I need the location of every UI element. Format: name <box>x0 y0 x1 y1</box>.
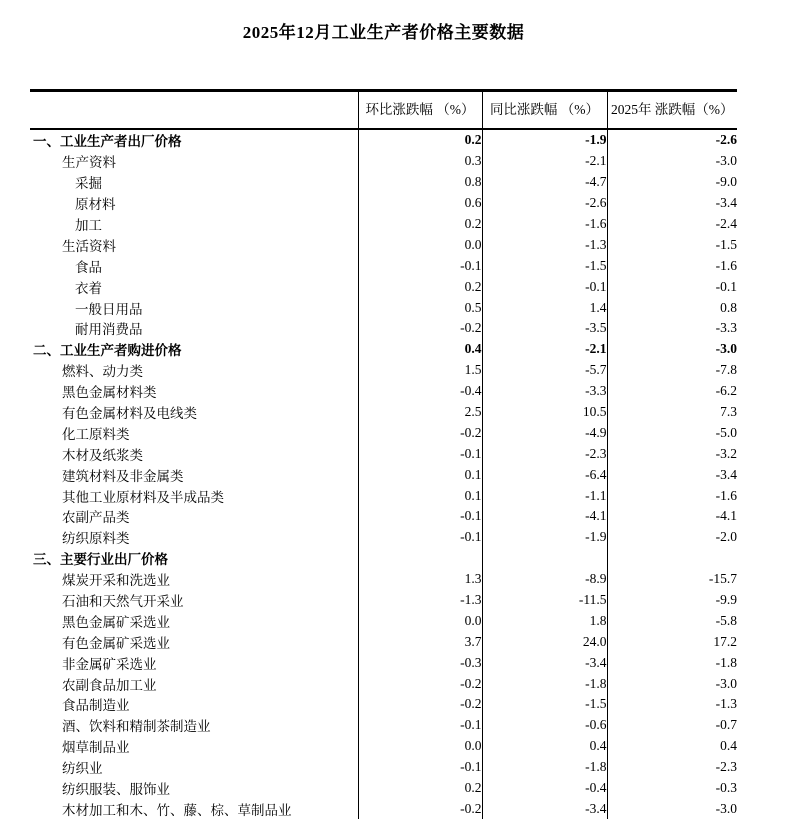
row-label: 三、主要行业出厂价格 <box>30 548 358 569</box>
yoy-value: -2.6 <box>482 193 607 214</box>
row-label: 纺织原料类 <box>30 527 358 548</box>
mom-value <box>358 548 482 569</box>
yoy-value: -1.3 <box>482 234 607 255</box>
table-header <box>30 91 737 130</box>
mom-value: 0.8 <box>358 172 482 193</box>
ytd-value: 7.3 <box>607 402 737 423</box>
ytd-value: -5.8 <box>607 610 737 631</box>
mom-value: -0.2 <box>358 673 482 694</box>
ytd-value: -3.0 <box>607 673 737 694</box>
mom-value: 0.3 <box>358 151 482 172</box>
yoy-value: -8.9 <box>482 569 607 590</box>
table-row <box>30 443 737 464</box>
yoy-value: -6.4 <box>482 464 607 485</box>
yoy-value: -5.7 <box>482 360 607 381</box>
ytd-value: -6.2 <box>607 381 737 402</box>
yoy-value: -4.7 <box>482 172 607 193</box>
col-header-yoy: 同比涨跌幅 （%） <box>482 91 607 130</box>
row-label: 木材加工和木、竹、藤、棕、草制品业 <box>30 799 358 819</box>
mom-value: 0.4 <box>358 339 482 360</box>
mom-value: 1.5 <box>358 360 482 381</box>
table-row <box>30 339 737 360</box>
mom-value: -0.1 <box>358 715 482 736</box>
mom-value: -0.1 <box>358 255 482 276</box>
yoy-value: -1.5 <box>482 694 607 715</box>
yoy-value: -0.6 <box>482 715 607 736</box>
table-row <box>30 757 737 778</box>
table-row <box>30 129 737 151</box>
yoy-value: -2.1 <box>482 151 607 172</box>
mom-value: 0.2 <box>358 129 482 151</box>
row-label: 衣着 <box>30 276 358 297</box>
ytd-value: -0.3 <box>607 778 737 799</box>
ytd-value: -0.7 <box>607 715 737 736</box>
yoy-value: -1.9 <box>482 527 607 548</box>
yoy-value: 1.8 <box>482 610 607 631</box>
mom-value: 0.0 <box>358 234 482 255</box>
ytd-value: -15.7 <box>607 569 737 590</box>
table-row <box>30 527 737 548</box>
ytd-value: 0.4 <box>607 736 737 757</box>
ytd-value: 17.2 <box>607 631 737 652</box>
yoy-value: -2.1 <box>482 339 607 360</box>
mom-value: 0.2 <box>358 214 482 235</box>
table-row <box>30 193 737 214</box>
price-data-table <box>30 89 737 819</box>
table-row <box>30 694 737 715</box>
row-label: 原材料 <box>30 193 358 214</box>
yoy-value: -1.8 <box>482 673 607 694</box>
mom-value: -0.2 <box>358 318 482 339</box>
row-label: 耐用消费品 <box>30 318 358 339</box>
row-label: 生活资料 <box>30 234 358 255</box>
data-table <box>30 89 737 819</box>
row-label: 酒、饮料和精制茶制造业 <box>30 715 358 736</box>
yoy-value: -3.4 <box>482 652 607 673</box>
row-label: 采掘 <box>30 172 358 193</box>
table-row <box>30 673 737 694</box>
ytd-value: -1.5 <box>607 234 737 255</box>
table-row <box>30 631 737 652</box>
yoy-value: -3.3 <box>482 381 607 402</box>
table-row <box>30 652 737 673</box>
page-title: 2025年12月工业生产者价格主要数据 <box>30 18 737 43</box>
mom-value: -0.1 <box>358 506 482 527</box>
table-row <box>30 485 737 506</box>
table-row <box>30 172 737 193</box>
mom-value: -1.3 <box>358 590 482 611</box>
yoy-value: -3.5 <box>482 318 607 339</box>
ytd-value: -5.0 <box>607 422 737 443</box>
ytd-value: -2.6 <box>607 129 737 151</box>
mom-value: -0.2 <box>358 694 482 715</box>
col-header-category <box>30 91 358 130</box>
ytd-value: 0.8 <box>607 297 737 318</box>
ytd-value: -1.8 <box>607 652 737 673</box>
table-row <box>30 214 737 235</box>
yoy-value: -1.5 <box>482 255 607 276</box>
mom-value: 0.2 <box>358 276 482 297</box>
ytd-value: -9.0 <box>607 172 737 193</box>
row-label: 化工原料类 <box>30 422 358 443</box>
table-row <box>30 255 737 276</box>
ytd-value: -1.6 <box>607 255 737 276</box>
yoy-value: -3.4 <box>482 799 607 819</box>
ytd-value: -1.3 <box>607 694 737 715</box>
table-row <box>30 381 737 402</box>
row-label: 二、工业生产者购进价格 <box>30 339 358 360</box>
yoy-value: -2.3 <box>482 443 607 464</box>
table-row <box>30 736 737 757</box>
mom-value: 0.0 <box>358 736 482 757</box>
yoy-value: -4.1 <box>482 506 607 527</box>
table-row <box>30 610 737 631</box>
row-label: 食品制造业 <box>30 694 358 715</box>
row-label: 一般日用品 <box>30 297 358 318</box>
row-label: 黑色金属矿采选业 <box>30 610 358 631</box>
yoy-value: 24.0 <box>482 631 607 652</box>
mom-value: 0.5 <box>358 297 482 318</box>
yoy-value: 10.5 <box>482 402 607 423</box>
row-label: 一、工业生产者出厂价格 <box>30 129 358 151</box>
row-label: 烟草制品业 <box>30 736 358 757</box>
ytd-value: -3.3 <box>607 318 737 339</box>
yoy-value: 1.4 <box>482 297 607 318</box>
mom-value: -0.1 <box>358 443 482 464</box>
row-label: 纺织业 <box>30 757 358 778</box>
ytd-value: -3.0 <box>607 339 737 360</box>
ytd-value: -0.1 <box>607 276 737 297</box>
row-label: 农副食品加工业 <box>30 673 358 694</box>
yoy-value: -11.5 <box>482 590 607 611</box>
table-row <box>30 715 737 736</box>
table-row <box>30 778 737 799</box>
yoy-value: -1.8 <box>482 757 607 778</box>
row-label: 生产资料 <box>30 151 358 172</box>
mom-value: 1.3 <box>358 569 482 590</box>
table-row <box>30 464 737 485</box>
ytd-value: -1.6 <box>607 485 737 506</box>
mom-value: 0.1 <box>358 485 482 506</box>
row-label: 其他工业原材料及半成品类 <box>30 485 358 506</box>
yoy-value: -0.4 <box>482 778 607 799</box>
row-label: 石油和天然气开采业 <box>30 590 358 611</box>
table-row <box>30 234 737 255</box>
ytd-value <box>607 548 737 569</box>
mom-value: -0.2 <box>358 422 482 443</box>
ytd-value: -3.0 <box>607 151 737 172</box>
col-header-ytd: 2025年 涨跌幅（%） <box>607 91 737 130</box>
row-label: 非金属矿采选业 <box>30 652 358 673</box>
yoy-value: -1.9 <box>482 129 607 151</box>
ytd-value: -3.4 <box>607 193 737 214</box>
ytd-value: -2.3 <box>607 757 737 778</box>
table-row <box>30 360 737 381</box>
mom-value: -0.3 <box>358 652 482 673</box>
row-label: 农副产品类 <box>30 506 358 527</box>
row-label: 纺织服装、服饰业 <box>30 778 358 799</box>
mom-value: -0.1 <box>358 527 482 548</box>
mom-value: 2.5 <box>358 402 482 423</box>
ytd-value: -2.0 <box>607 527 737 548</box>
table-row <box>30 276 737 297</box>
ytd-value: -9.9 <box>607 590 737 611</box>
mom-value: 0.0 <box>358 610 482 631</box>
mom-value: 0.6 <box>358 193 482 214</box>
table-row <box>30 297 737 318</box>
ytd-value: -3.0 <box>607 799 737 819</box>
row-label: 加工 <box>30 214 358 235</box>
row-label: 有色金属矿采选业 <box>30 631 358 652</box>
table-row <box>30 318 737 339</box>
table-row <box>30 590 737 611</box>
yoy-value: -4.9 <box>482 422 607 443</box>
yoy-value: 0.4 <box>482 736 607 757</box>
row-label: 有色金属材料及电线类 <box>30 402 358 423</box>
yoy-value: -1.1 <box>482 485 607 506</box>
table-row <box>30 506 737 527</box>
table-row <box>30 799 737 819</box>
row-label: 黑色金属材料类 <box>30 381 358 402</box>
mom-value: -0.4 <box>358 381 482 402</box>
row-label: 煤炭开采和洗选业 <box>30 569 358 590</box>
mom-value: -0.1 <box>358 757 482 778</box>
row-label: 木材及纸浆类 <box>30 443 358 464</box>
table-row <box>30 569 737 590</box>
table-body <box>30 129 737 819</box>
yoy-value: -1.6 <box>482 214 607 235</box>
ytd-value: -7.8 <box>607 360 737 381</box>
mom-value: 0.1 <box>358 464 482 485</box>
mom-value: 3.7 <box>358 631 482 652</box>
col-header-mom: 环比涨跌幅 （%） <box>358 91 482 130</box>
yoy-value <box>482 548 607 569</box>
mom-value: 0.2 <box>358 778 482 799</box>
mom-value: -0.2 <box>358 799 482 819</box>
ytd-value: -3.4 <box>607 464 737 485</box>
table-row <box>30 402 737 423</box>
header-row <box>30 91 737 130</box>
row-label: 食品 <box>30 255 358 276</box>
yoy-value: -0.1 <box>482 276 607 297</box>
table-row <box>30 151 737 172</box>
row-label: 建筑材料及非金属类 <box>30 464 358 485</box>
ytd-value: -2.4 <box>607 214 737 235</box>
row-label: 燃料、动力类 <box>30 360 358 381</box>
ytd-value: -3.2 <box>607 443 737 464</box>
table-row <box>30 548 737 569</box>
table-row <box>30 422 737 443</box>
ytd-value: -4.1 <box>607 506 737 527</box>
